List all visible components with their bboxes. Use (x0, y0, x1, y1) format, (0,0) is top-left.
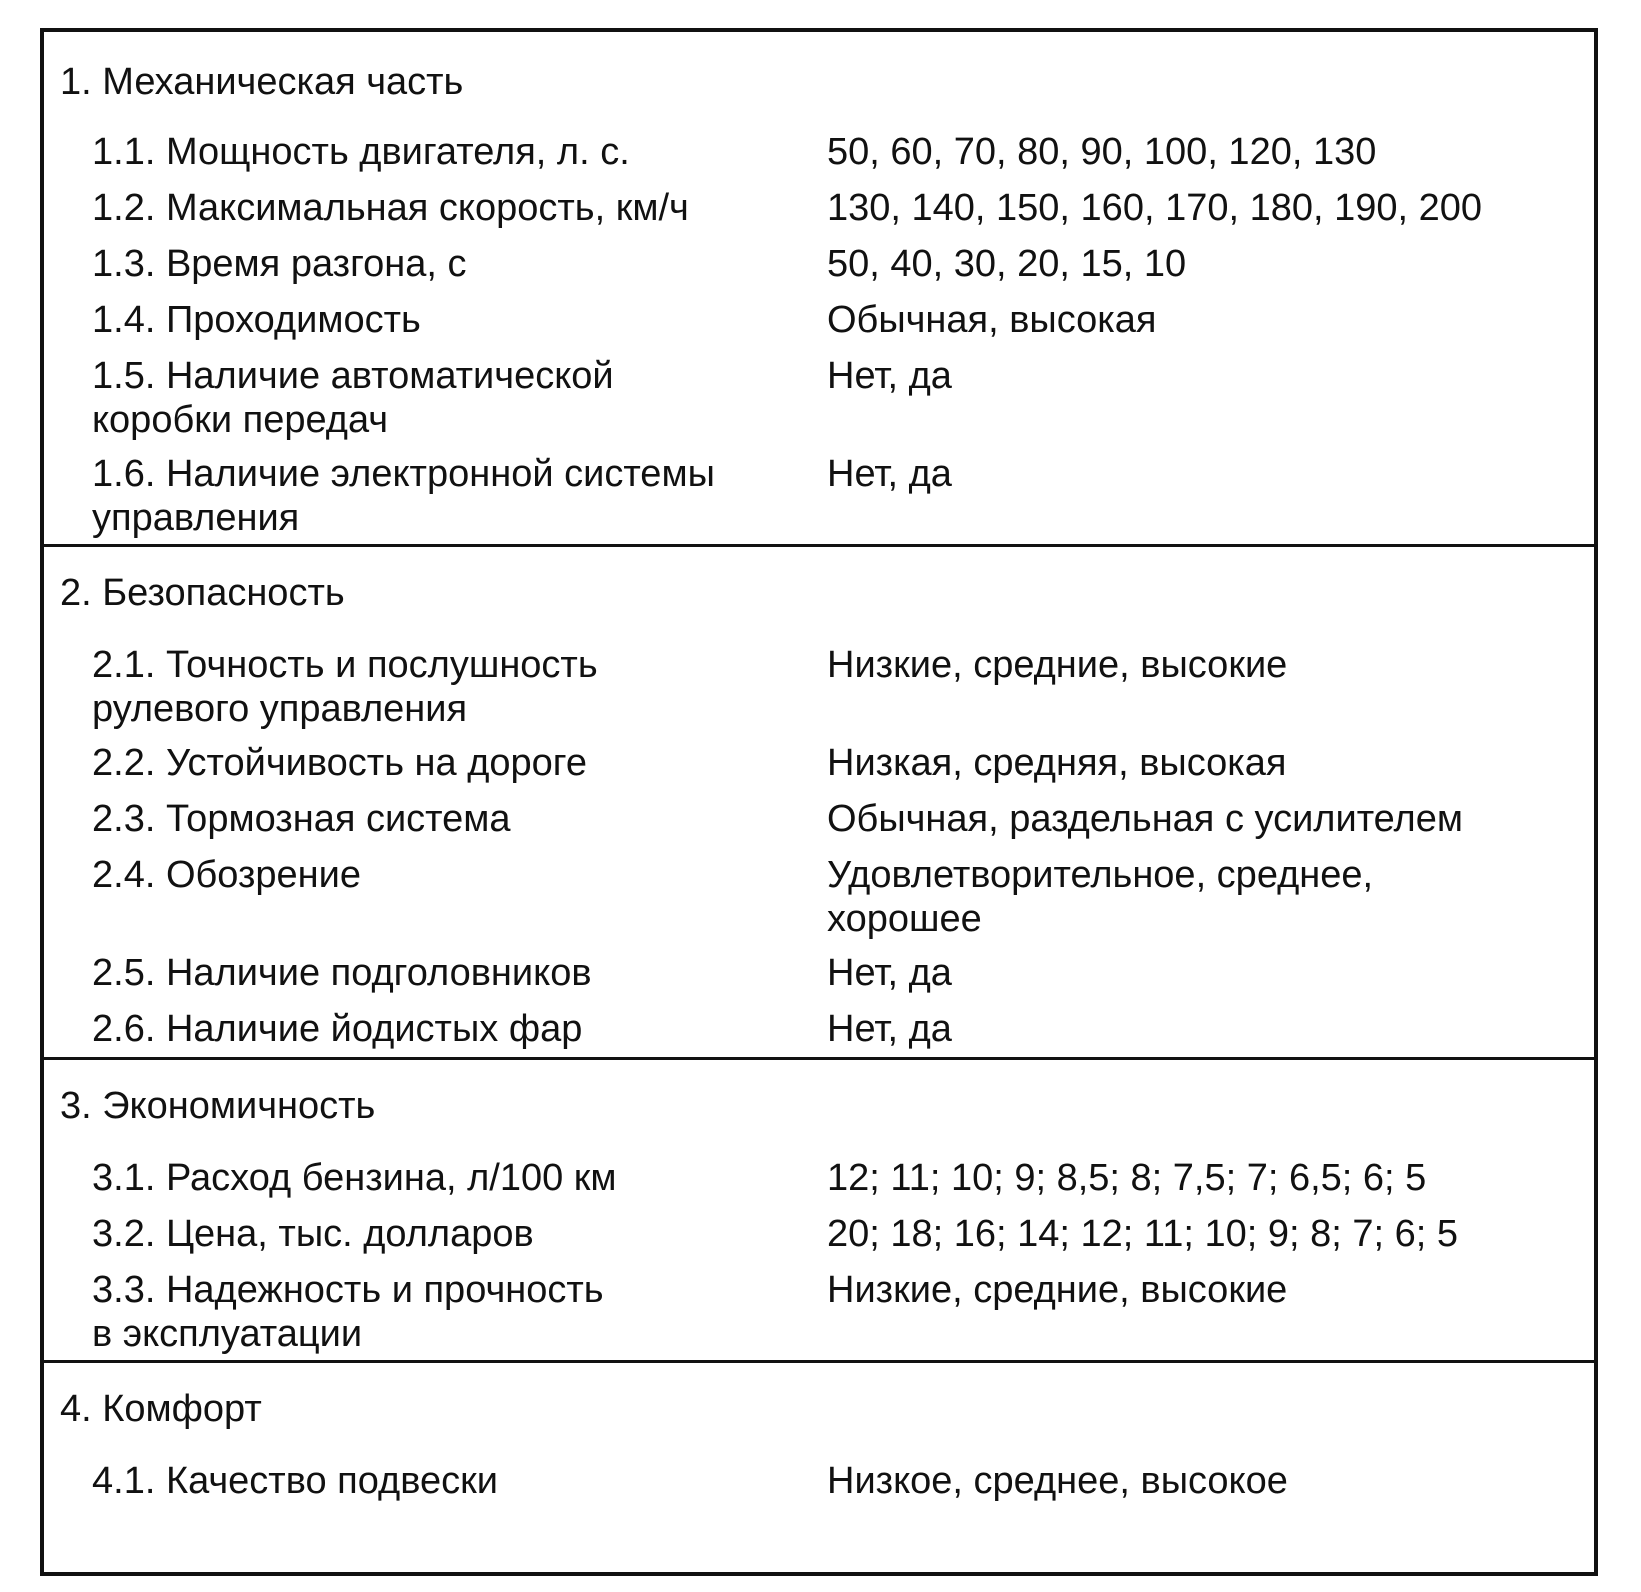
row-value: Обычная, раздельная с усилителем (827, 798, 1463, 840)
row-label: 2.3. Тормозная система (92, 798, 511, 840)
row-label: 1.4. Проходимость (92, 299, 421, 341)
section-economy (44, 1057, 1594, 1360)
row-label: 1.6. Наличие электронной системы управления (92, 453, 715, 539)
row-label: 1.3. Время разгона, с (92, 243, 467, 285)
row-label: 1.2. Максимальная скорость, км/ч (92, 187, 689, 229)
row-label: 2.4. Обозрение (92, 854, 362, 896)
row-label: 1.1. Мощность двигателя, л. с. (92, 131, 630, 173)
section-title: 2. Безопасность (60, 572, 345, 614)
row-value: Нет, да (827, 1008, 952, 1050)
row-label: 2.6. Наличие йодистых фар (92, 1008, 583, 1050)
row-value: Низкое, среднее, высокое (827, 1460, 1288, 1502)
section-title: 4. Комфорт (60, 1388, 262, 1430)
row-label: 1.5. Наличие автоматической коробки передач (92, 355, 614, 441)
row-value: 50, 60, 70, 80, 90, 100, 120, 130 (827, 131, 1377, 173)
row-value: Удовлетворительное, среднее, хорошее (827, 854, 1374, 940)
section-title: 1. Механическая часть (60, 61, 464, 103)
row-label: 2.1. Точность и послушность рулевого управления (92, 644, 598, 730)
row-label: 4.1. Качество подвески (92, 1460, 498, 1502)
row-value: 20; 18; 16; 14; 12; 11; 10; 9; 8; 7; 6; 5 (827, 1213, 1458, 1255)
section-mechanical (44, 32, 1594, 544)
row-label: 2.5. Наличие подголовников (92, 952, 592, 994)
characteristics-table (40, 28, 1598, 1576)
row-value: Обычная, высокая (827, 299, 1157, 341)
section-title: 3. Экономичность (60, 1085, 376, 1127)
section-safety (44, 544, 1594, 1057)
section-comfort (44, 1360, 1594, 1572)
row-value: Нет, да (827, 355, 952, 397)
row-value: Нет, да (827, 453, 952, 495)
row-value: 130, 140, 150, 160, 170, 180, 190, 200 (827, 187, 1483, 229)
row-label: 2.2. Устойчивость на дороге (92, 742, 587, 784)
row-value: Низкие, средние, высокие (827, 644, 1288, 686)
row-value: Нет, да (827, 952, 952, 994)
row-value: 50, 40, 30, 20, 15, 10 (827, 243, 1187, 285)
row-label: 3.1. Расход бензина, л/100 км (92, 1157, 617, 1199)
row-value: Низкая, средняя, высокая (827, 742, 1287, 784)
row-value: Низкие, средние, высокие (827, 1269, 1288, 1311)
row-label: 3.2. Цена, тыс. долларов (92, 1213, 534, 1255)
row-value: 12; 11; 10; 9; 8,5; 8; 7,5; 7; 6,5; 6; 5 (827, 1157, 1427, 1199)
row-label: 3.3. Надежность и прочность в эксплуатации (92, 1269, 604, 1355)
